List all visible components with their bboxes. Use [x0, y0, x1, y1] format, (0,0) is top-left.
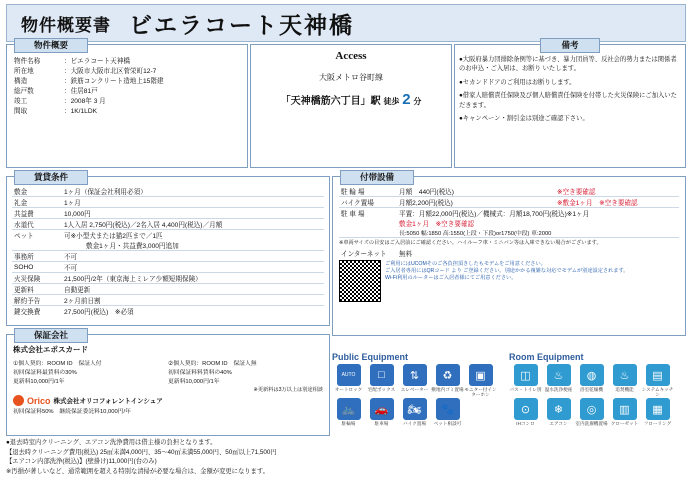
- equipment-icon-item: [575, 364, 608, 397]
- rent-value-6: 不可: [62, 251, 324, 262]
- footer-line: ※汚損が著しいなど、通常範囲を超える特別な清掃が必要な場合は、金額が変更になります。: [6, 467, 269, 475]
- equipment-icon-item: [608, 398, 641, 426]
- icon-label: 駐車場: [374, 421, 389, 427]
- room-equipment-title: Room Equipment: [509, 352, 584, 362]
- table-row: [12, 208, 324, 219]
- rent-label-1: 礼金: [12, 197, 62, 208]
- equipment-icon-item: [608, 364, 641, 397]
- delivery-box-icon: □: [370, 364, 394, 386]
- icon-label: エアコン: [549, 421, 568, 427]
- facility-value-4: 長:5050 幅:1850 高:1550(上段・下段)or1750(中段) 車:2000: [397, 228, 679, 238]
- partner-name: 株式会社オリコフォレントインシュア: [53, 398, 163, 405]
- facility-status-0: ※空き要確認: [555, 186, 679, 197]
- aircon-icon: ❄: [547, 398, 571, 420]
- table-row: [12, 262, 324, 273]
- guarantee-col2-line: ②個人契約：ROOM ID 保証人無: [168, 361, 257, 367]
- washer-space-icon: ◎: [580, 398, 604, 420]
- facility-label-2: 駐 車 場: [341, 211, 365, 218]
- table-row: [12, 284, 324, 295]
- equipment-icon-item: [641, 398, 674, 426]
- icon-label: オートロック: [334, 387, 363, 392]
- table-row: [12, 105, 242, 115]
- footer-line: 【退去時クリーニング費用(税込) 25㎡未満4,000円、35～40㎡未満55,000円、50㎡以上71,500円: [6, 448, 277, 456]
- rent-value-2: 10,000円: [62, 208, 324, 219]
- footer-line: 【エアコン内部洗浄(税込)】(壁掛け)11,000円(台のみ): [6, 458, 157, 466]
- rent-label-10: 解約予告: [12, 295, 62, 306]
- table-row: [339, 218, 679, 228]
- guarantee-col2-line: 更新料10,000円/1年: [168, 379, 220, 385]
- closet-icon: ▥: [613, 398, 637, 420]
- footer-notes: [6, 438, 684, 477]
- table-row: [12, 55, 242, 65]
- table-row: [339, 248, 679, 258]
- facility-label-1: バイク置場: [339, 197, 397, 208]
- equipment-icon-item: [431, 398, 464, 426]
- table-row: [12, 85, 242, 95]
- icon-label: フローリング: [643, 421, 672, 427]
- access-walk-label: 徒歩: [383, 97, 400, 106]
- icon-label: モニター付インターホン: [464, 387, 497, 398]
- rent-label-0: 敷金: [12, 186, 62, 197]
- access-line: 大阪メトロ谷町線: [319, 73, 383, 82]
- qr-code-icon: [339, 260, 381, 302]
- rent-value-10: 2ヶ月前日割: [62, 295, 324, 306]
- auto-lock-icon: AUTO: [337, 364, 361, 386]
- outline-label-1: 所在地: [14, 68, 34, 75]
- equipment-icon-item: [365, 364, 398, 397]
- icon-label: 浴室乾燥機: [580, 387, 603, 392]
- internet-table: [339, 248, 679, 258]
- flooring-icon: ▦: [646, 398, 670, 420]
- table-row: [12, 251, 324, 262]
- rent-value-7: 不可: [62, 262, 324, 273]
- icon-label: エレベーター: [400, 387, 429, 392]
- guarantee-box: [6, 334, 330, 436]
- facilities-box: [332, 176, 686, 336]
- guarantee-col1-line: 初回保証料最賃料の30%: [13, 370, 77, 376]
- guarantee-caption: 保証会社: [14, 328, 88, 343]
- access-walk-minutes: 2: [402, 91, 411, 108]
- access-box: [250, 44, 452, 168]
- facility-value-0: 月額 440円(税込): [397, 186, 555, 197]
- icon-label: 駐輪場: [341, 421, 356, 427]
- rent-caption: 賃貸条件: [14, 170, 88, 185]
- rent-value-4: 可※小型犬または猫2匹まで／1匹: [64, 233, 163, 240]
- facility-value-3: 敷金1ヶ月 ※空き要確認: [399, 221, 475, 228]
- equipment-icon-item: [365, 398, 398, 426]
- separate-bath-toilet-icon: ◫: [514, 364, 538, 386]
- table-row: [339, 197, 679, 208]
- room-equipment-grid: [509, 364, 684, 427]
- guarantee-company: 株式会社エポスカード: [13, 345, 88, 354]
- document-header: [6, 4, 686, 42]
- facility-label-0: 駐 輪 場: [339, 186, 397, 197]
- rent-value-11: 27,500円(税込) ※必須: [64, 309, 134, 316]
- equipment-icon-item: [332, 364, 365, 397]
- rent-label-8: 火災保険: [12, 273, 62, 284]
- remarks-box: [454, 44, 686, 168]
- icon-label: 敷地内ゴミ置場: [431, 387, 464, 392]
- ih-stove-icon: ⊙: [514, 398, 538, 420]
- trash-yard-icon: ♻: [436, 364, 460, 386]
- equipment-icon-item: [431, 364, 464, 397]
- equipment-icon-item: [464, 364, 497, 397]
- monitor-intercom-icon: ▣: [469, 364, 493, 386]
- rent-label-2: 共益費: [12, 208, 62, 219]
- facility-status-1: ※敷金1ヶ月 ※空き要確認: [555, 197, 679, 208]
- outline-caption: 物件概要: [14, 38, 88, 53]
- rent-value-5: 敷金1ヶ月・共益費3,000円追加: [62, 240, 324, 251]
- outline-label-0: 物件名称: [14, 58, 41, 65]
- table-row: [12, 95, 242, 105]
- washlet-icon: ♨: [547, 364, 571, 386]
- outline-label-4: 竣工: [14, 98, 28, 105]
- table-row: [339, 228, 679, 238]
- access-walk-unit: 分: [413, 97, 422, 106]
- reheating-icon: ♨: [613, 364, 637, 386]
- pet-allowed-icon: 🐾: [436, 398, 460, 420]
- partner-detail: 初回保証料50% 継続保証委託料10,000円/年: [13, 409, 131, 415]
- icon-label: 室内洗濯機置場: [575, 421, 608, 427]
- facilities-caption: 付帯設備: [340, 170, 414, 185]
- room-equipment-panel: [509, 352, 684, 448]
- car-size-note: ※車両サイズの目安はご入居前にご確認ください。ハイルーフ車・ミニバン等は入庫できない場合がございます。: [339, 240, 602, 246]
- partner-logo-row: [13, 395, 323, 406]
- rent-value-0: 1ヶ月（保証会社利用必須）: [62, 186, 324, 197]
- outline-value-3: ：住居81戸: [64, 88, 98, 95]
- icon-label: クローゼット: [610, 421, 639, 427]
- rent-value-1: 1ヶ月: [62, 197, 324, 208]
- bath-dryer-icon: ◍: [580, 364, 604, 386]
- outline-label-2: 構造: [14, 78, 28, 85]
- icon-label: 追焚機能: [615, 387, 634, 392]
- remark-item: ●借家人賠償責任保険及び個人賠償責任保険を付帯した火災保険にご加入いただきます。: [459, 92, 677, 109]
- access-title: Access: [335, 50, 367, 62]
- remark-item: ●キャンペーン・割引金は別途ご確認下さい。: [459, 115, 589, 123]
- equipment-icon-item: [332, 398, 365, 426]
- property-name: ビエラコート天神橋: [129, 11, 354, 38]
- access-station: [251, 91, 451, 108]
- facility-value-1: 月額2,200円(税込): [397, 197, 555, 208]
- guarantee-col1-line: 更新料10,000円/1年: [13, 379, 65, 385]
- outline-value-4: ：2008年 3 月: [64, 98, 106, 105]
- table-row: [12, 273, 324, 284]
- table-row: [12, 219, 324, 230]
- public-equipment-panel: [332, 352, 507, 448]
- outline-value-5: ：1K/1LDK: [64, 108, 97, 115]
- access-station-name: 「天神橋筋六丁目」駅: [280, 96, 381, 107]
- rent-value-9: 自動更新: [62, 284, 324, 295]
- guarantee-col1-line: ①個人契約：ROOM ID 保証人付: [13, 361, 102, 367]
- icon-label: バイク置場: [403, 421, 426, 427]
- table-row: [12, 306, 324, 317]
- system-kitchen-icon: ▤: [646, 364, 670, 386]
- equipment-icon-item: [398, 364, 431, 397]
- footer-line: ●退去時室内クリーニング、エアコン洗浄費用は借主様の負担となります。: [6, 439, 217, 446]
- table-row: [12, 230, 324, 241]
- rent-value-3: 1人入居 2,750円(税込)／2名入居 4,400円(税込)／月額: [62, 219, 324, 230]
- internet-note: ご入居者専用にはQRコード より ご登録ください。別途かかる複雑な対応でモデムが別途設定されます。: [385, 268, 629, 274]
- orico-logo-icon: [13, 395, 24, 406]
- equipment-icon-item: [575, 398, 608, 426]
- rent-value-8: 21,500円/2年（東京海上ミレア少額短期保険）: [62, 273, 324, 284]
- facilities-table: [339, 186, 679, 238]
- icon-label: ペット相談可: [433, 421, 462, 427]
- property-outline-box: [6, 44, 248, 168]
- partner-logo-text: Orico: [27, 395, 51, 406]
- outline-value-1: ：大阪市大阪市北区菅栄町12-7: [64, 68, 157, 75]
- elevator-icon: ⇅: [403, 364, 427, 386]
- rent-label-6: 事務所: [12, 251, 62, 262]
- equipment-icon-item: [509, 398, 542, 426]
- rent-label-11: 鍵交換費: [14, 309, 41, 316]
- public-equipment-title: Public Equipment: [332, 352, 409, 362]
- public-equipment-grid: [332, 364, 507, 427]
- outline-label-5: 間取: [14, 108, 28, 115]
- equipment-icon-item: [542, 364, 575, 397]
- internet-note: Wi-Fi利用のルーターはご入居者様にてご用意ください。: [385, 275, 517, 281]
- equipment-icon-item: [641, 364, 674, 397]
- icon-label: システムキッチン: [641, 387, 674, 398]
- table-row: [12, 240, 324, 251]
- equipment-icon-item: [398, 398, 431, 426]
- remark-item: ●セカンドドアのご利用はお断りします。: [459, 78, 576, 86]
- table-row: [339, 186, 679, 197]
- icon-label: バス・トイレ別: [509, 387, 542, 392]
- outline-value-2: ：鉄筋コンクリート造地上15階建: [64, 78, 164, 85]
- outline-table: [12, 55, 242, 115]
- internet-note: ご利用にはUCOMそのご各負担頂きしたもモデムをご用意ください。: [385, 261, 546, 267]
- outline-label-3: 総戸数: [14, 88, 34, 95]
- table-row: [12, 65, 242, 75]
- rent-label-3: 水道代: [12, 219, 62, 230]
- document-title: 物件概要書: [21, 15, 111, 35]
- rent-label-7: SOHO: [12, 262, 62, 273]
- internet-value: 無料: [399, 251, 413, 258]
- outline-value-0: ：ビエラコート天神橋: [64, 58, 130, 65]
- table-row: [339, 208, 679, 219]
- internet-label: インターネット: [341, 251, 387, 258]
- rent-table: [12, 186, 324, 316]
- guarantee-col2-line: 初回保証料料賃料の40%: [168, 370, 232, 376]
- remarks-caption: 備考: [540, 38, 600, 53]
- car-parking-icon: 🚗: [370, 398, 394, 420]
- remark-item: ●大阪府暴力団排除条例等に基づき、暴力団員等、反社会的勢力または関係者のお申込・ご入居は、お断り いたします。: [459, 56, 677, 73]
- rent-label-9: 更新料: [12, 284, 62, 295]
- table-row: [12, 186, 324, 197]
- equipment-icon-item: [509, 364, 542, 397]
- icon-label: IHコンロ: [516, 421, 535, 427]
- bicycle-parking-icon: 🚲: [337, 398, 361, 420]
- bike-parking-icon: 🏍: [403, 398, 427, 420]
- icon-label: 宅配ボックス: [367, 387, 396, 392]
- rent-label-5: [12, 240, 62, 251]
- rent-label-4: ペット: [14, 233, 34, 240]
- table-row: [12, 75, 242, 85]
- table-row: [12, 295, 324, 306]
- table-row: [12, 197, 324, 208]
- equipment-icon-item: [542, 398, 575, 426]
- guarantee-note: ※更新料は3万以上は別途相談: [253, 387, 323, 393]
- icon-label: 温水洗浄便座: [544, 387, 573, 392]
- facility-value-2: 平置：月額22,000円(税込)／機械式：月額18,700円(税込)※1ヶ月: [399, 211, 590, 218]
- rent-conditions-box: [6, 176, 330, 326]
